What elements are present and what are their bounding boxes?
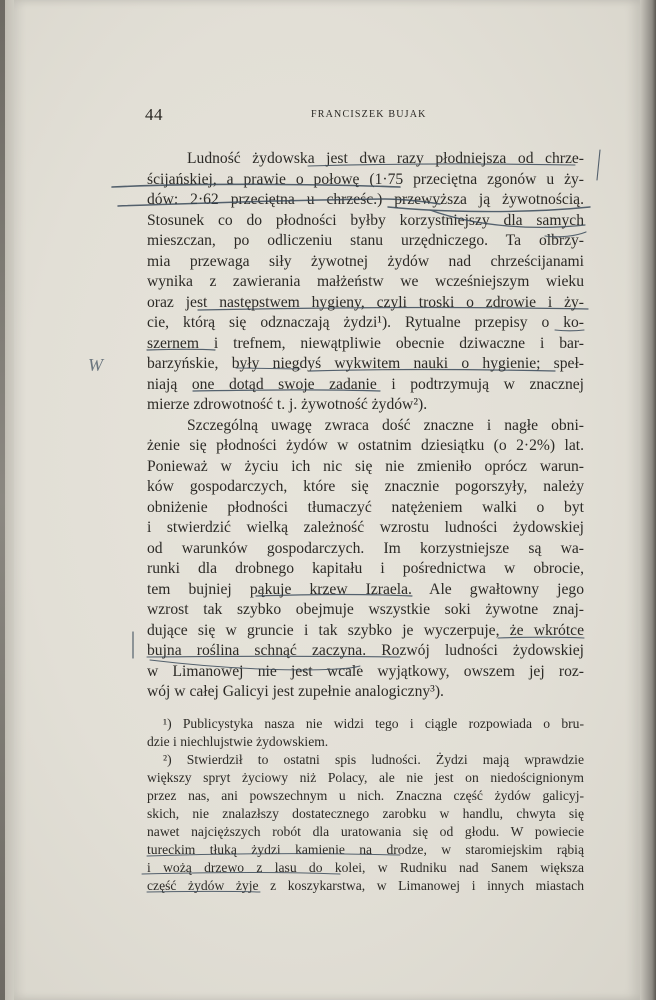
running-head: FRANCISZEK BUJAK xyxy=(311,109,427,120)
body-line: barzyńskie, były niegdyś wykwitem nauki o hygienie; speł- xyxy=(147,355,584,372)
body-line: szernem i trefnem, niewątpliwie obecnie dziwaczne i bar- xyxy=(147,335,584,352)
body-line: cie, którą się odznaczają żydzi¹). Rytualne przepisy o ko- xyxy=(147,314,584,331)
footnote-line: przez nas, ani powszechnym u nich. Znaczna część żydów galicyj- xyxy=(147,788,584,803)
book-spine-edge xyxy=(0,0,5,1000)
page-number: 44 xyxy=(145,105,163,124)
body-line: od warunków gospodarczych. Im korzystniejsze są wa- xyxy=(147,540,584,557)
body-line: mierze zdrowotność t. j. żywotność żydów²). xyxy=(147,396,428,413)
body-line: obniżenie płodności tłumaczyć natężeniem walki o byt xyxy=(147,499,584,516)
body-line: oraz jest następstwem hygieny, czyli troski o zdrowie i ży- xyxy=(147,294,584,311)
body-line: wynika z zawierania małżeństw we wcześniejszym wieku xyxy=(147,273,584,290)
footnote-line: skich, nie znalazłszy dostatecznego zarobku w handlu, chwyta się xyxy=(147,806,584,821)
footnote-line: ¹) Publicystyka nasza nie widzi tego i ciągle rozpowiada o bru- xyxy=(163,716,584,731)
footnote-line: i wożą drzewo z lasu do kolei, w Rudniku nad Sanem większa xyxy=(147,860,584,875)
body-line: Ludność żydowska jest dwa razy płodniejsza od chrze- xyxy=(187,150,584,167)
footnote-line: część żydów żyje z koszykarstwa, w Limanowej i innych miastach xyxy=(147,878,584,893)
body-line: ków gospodarczych, które się znacznie pogorszyły, należy xyxy=(147,478,584,495)
body-line: tem bujniej pąkuje krzew Izraela. Ale gwałtowny jego xyxy=(147,581,584,598)
body-line: i stwierdzić wielką zależność wzrostu ludności żydowskiej xyxy=(147,519,584,536)
body-line: runki dla drobnego kapitału i pośrednictwa w obrocie, xyxy=(147,560,584,577)
body-line: Ponieważ w życiu ich nic się nie zmieniło oprócz warun- xyxy=(147,458,584,475)
body-line: mieszczan, po odliczeniu stanu urzędniczego. Ta olbrzy- xyxy=(147,232,584,249)
body-line: niają one dotąd swoje zadanie i podtrzymują w znacznej xyxy=(147,376,584,393)
margin-note: W xyxy=(88,355,103,375)
body-line: wzrost tak szybko obejmuje wszystkie soki żywotne znaj- xyxy=(147,601,584,618)
footnote-line: ²) Stwierdził to ostatni spis ludności. Żydzi mają wprawdzie xyxy=(163,752,584,767)
body-line: dów: 2·62 przeciętna u chrześc.) przewyższa ją żywotnością. xyxy=(147,191,584,208)
footnote-line: większy spryt życiowy niż Polacy, ale nie jest on niedoścignionym xyxy=(147,770,584,785)
body-line: mia przewaga siły żywotnej żydów nad chrześcijanami xyxy=(147,253,584,270)
body-line: Stosunek co do płodności byłby korzystniejszy dla samych xyxy=(147,212,584,229)
footnote-line: dzie i niechlujstwie żydowskiem. xyxy=(147,734,329,749)
body-line: wój w całej Galicyi jest zupełnie analogiczny³). xyxy=(147,683,444,700)
footnote-line: tureckim tłuką żydzi kamienie na drodze, w staromiejskim rąbią xyxy=(147,842,584,857)
body-line: bujna roślina schnąć zaczyna. Rozwój ludności żydowskiej xyxy=(147,642,584,659)
body-line: w Limanowej nie jest wcale wyjątkowy, owszem jej roz- xyxy=(147,663,584,680)
footnote-line: nawet najcięższych robót dla uratowania się od głodu. W powiecie xyxy=(147,824,584,839)
body-line: dujące się w gruncie i tak szybko je wyczerpuje, że wkrótce xyxy=(147,622,584,639)
body-line: Szczególną uwagę zwraca dość znaczne i nagłe obni- xyxy=(187,417,584,434)
body-line: żenie się płodności żydów w ostatnim dziesiątku (o 2·2%) lat. xyxy=(147,437,584,454)
body-line: ścijańskiej, a prawie o połowę (1·75 przeciętna zgonów u ży- xyxy=(147,171,584,188)
